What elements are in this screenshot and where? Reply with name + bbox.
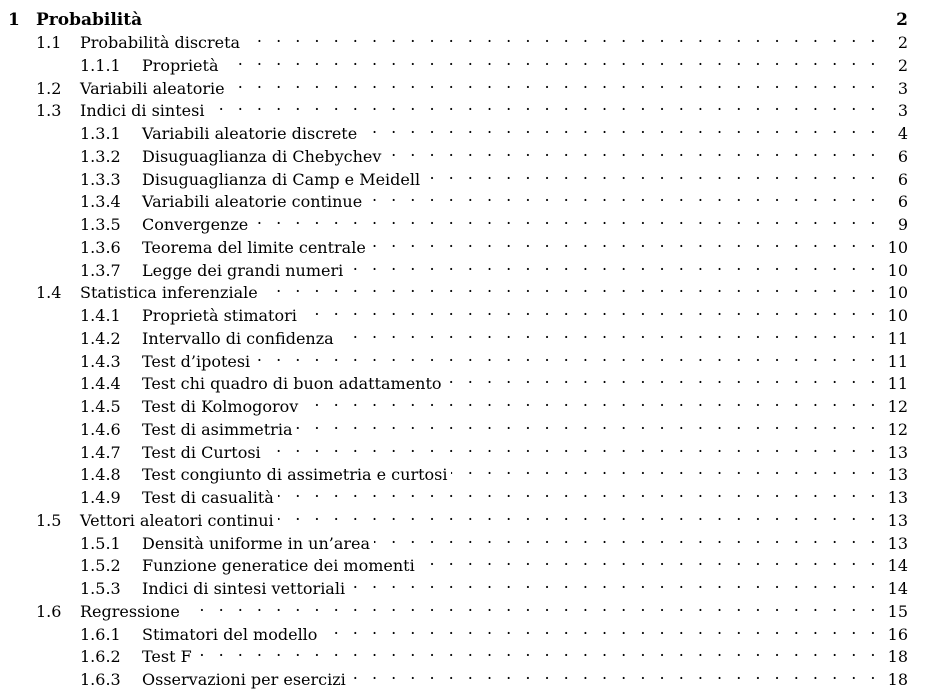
entry-number: 1.3.1 [80, 124, 121, 143]
dot-leader [265, 435, 880, 458]
entry-number: 1.4.3 [80, 352, 121, 371]
entry-page-number: 13 [880, 532, 908, 555]
toc-subsection-entry[interactable] [0, 571, 908, 598]
entry-title: Statistica inferenziale [80, 281, 262, 304]
entry-page-number: 14 [880, 577, 908, 600]
entry-page-number: 4 [880, 122, 908, 145]
toc-subsection-entry[interactable] [0, 412, 908, 439]
dot-leader [223, 48, 881, 71]
toc-subsection-entry[interactable] [0, 298, 908, 325]
entry-number: 1.3.3 [80, 170, 121, 189]
toc-subsection-entry[interactable] [0, 184, 908, 211]
entry-title: Disuguaglianza di Camp e Meidell [142, 168, 424, 191]
toc-subsection-entry[interactable] [0, 48, 908, 75]
entry-number: 1.6.1 [80, 625, 121, 644]
entry-page-number: 13 [880, 509, 908, 532]
toc-subsection-entry[interactable] [0, 639, 908, 666]
entry-number: 1.6.3 [80, 670, 121, 689]
entry-page-number: 13 [880, 441, 908, 464]
entry-page-number: 11 [880, 372, 908, 395]
toc-subsection-entry[interactable] [0, 662, 908, 689]
toc-section-entry[interactable] [0, 275, 908, 302]
entry-page-number: 10 [880, 236, 908, 259]
entry-page-number: 12 [880, 418, 908, 441]
dot-leader [252, 207, 880, 230]
entry-title: Stimatori del modello [142, 623, 321, 646]
entry-number: 1.3 [36, 101, 62, 120]
entry-title: Indici di sintesi vettoriali [142, 577, 349, 600]
entry-number: 1.4.4 [80, 374, 121, 393]
entry-title: Proprietà [142, 54, 223, 77]
entry-page-number: 6 [880, 190, 908, 213]
entry-title: Osservazioni per esercizi [142, 668, 350, 691]
dot-leader [350, 662, 880, 685]
dot-leader [301, 298, 880, 321]
dot-leader [208, 93, 880, 116]
entry-number: 1.5.2 [80, 556, 121, 575]
entry-title: Legge dei grandi numeri [142, 259, 347, 282]
dot-leader [419, 548, 880, 571]
entry-number: 1.3.2 [80, 147, 121, 166]
dot-leader [321, 617, 880, 640]
entry-page-number: 2 [880, 31, 908, 54]
toc-subsection-entry[interactable] [0, 457, 908, 484]
entry-title: Variabili aleatorie continue [142, 190, 366, 213]
dot-leader [296, 412, 880, 435]
dot-leader [424, 162, 880, 185]
toc-subsection-entry[interactable] [0, 435, 908, 462]
dot-leader [244, 25, 880, 48]
entry-title: Vettori aleatori continui [80, 509, 278, 532]
entry-number: 1.3.5 [80, 215, 121, 234]
entry-number: 1.1 [36, 33, 62, 52]
toc-subsection-entry[interactable] [0, 548, 908, 575]
dot-leader [446, 366, 880, 389]
chapter-number: 1 [8, 10, 20, 30]
chapter-title: Probabilità [36, 9, 146, 32]
entry-number: 1.4.5 [80, 397, 121, 416]
toc-subsection-entry[interactable] [0, 617, 908, 644]
entry-title: Test di asimmetria [142, 418, 296, 441]
entry-title: Indici di sintesi [80, 99, 208, 122]
dot-leader [361, 116, 880, 139]
dot-leader [338, 321, 880, 344]
dot-leader [347, 253, 880, 276]
entry-number: 1.5.3 [80, 579, 121, 598]
entry-title: Test di Kolmogorov [142, 395, 302, 418]
entry-title: Test di casualità [142, 486, 278, 509]
entry-page-number: 11 [880, 350, 908, 373]
entry-page-number: 2 [880, 54, 908, 77]
entry-number: 1.6 [36, 602, 62, 621]
entry-page-number: 3 [880, 99, 908, 122]
entry-page-number: 10 [880, 259, 908, 282]
entry-number: 1.4.8 [80, 465, 121, 484]
dot-leader [254, 344, 880, 367]
entry-page-number: 10 [880, 281, 908, 304]
toc-subsection-entry[interactable] [0, 366, 908, 393]
entry-title: Variabili aleatorie [80, 77, 229, 100]
entry-title: Densità uniforme in un’area [142, 532, 374, 555]
dot-leader [370, 230, 880, 253]
entry-page-number: 13 [880, 486, 908, 509]
entry-page-number: 6 [880, 168, 908, 191]
entry-title: Proprietà stimatori [142, 304, 301, 327]
entry-title: Teorema del limite centrale [142, 236, 370, 259]
entry-number: 1.2 [36, 79, 62, 98]
dot-leader [278, 503, 880, 526]
entry-title: Convergenze [142, 213, 252, 236]
entry-number: 1.6.2 [80, 647, 121, 666]
toc-subsection-entry[interactable] [0, 116, 908, 143]
entry-title: Intervallo di confidenza [142, 327, 338, 350]
toc-section-entry[interactable] [0, 503, 908, 530]
entry-page-number: 14 [880, 554, 908, 577]
toc-subsection-entry[interactable] [0, 321, 908, 348]
dot-leader [262, 275, 880, 298]
entry-number: 1.1.1 [80, 56, 121, 75]
entry-number: 1.4.1 [80, 306, 121, 325]
entry-title: Test di Curtosi [142, 441, 265, 464]
entry-page-number: 16 [880, 623, 908, 646]
toc-subsection-entry[interactable] [0, 526, 908, 553]
toc-section-entry[interactable] [0, 594, 908, 621]
entry-page-number: 9 [880, 213, 908, 236]
entry-number: 1.4 [36, 283, 62, 302]
entry-title: Funzione generatice dei momenti [142, 554, 419, 577]
dot-leader [302, 389, 880, 412]
entry-title: Test congiunto di assimetria e curtosi [142, 463, 451, 486]
entry-title: Test chi quadro di buon adattamento [142, 372, 446, 395]
entry-title: Variabili aleatorie discrete [142, 122, 361, 145]
toc-section-entry[interactable] [0, 25, 908, 52]
dot-leader [184, 594, 880, 617]
toc-subsection-entry[interactable] [0, 207, 908, 234]
entry-number: 1.4.9 [80, 488, 121, 507]
entry-page-number: 13 [880, 463, 908, 486]
entry-number: 1.5 [36, 511, 62, 530]
entry-page-number: 11 [880, 327, 908, 350]
entry-number: 1.3.7 [80, 261, 121, 280]
toc-subsection-entry[interactable] [0, 389, 908, 416]
entry-number: 1.4.2 [80, 329, 121, 348]
dot-leader [385, 139, 880, 162]
toc-section-entry[interactable] [0, 93, 908, 120]
entry-title: Test F [142, 645, 196, 668]
dot-leader [366, 184, 880, 207]
entry-page-number: 18 [880, 668, 908, 691]
entry-number: 1.3.6 [80, 238, 121, 257]
entry-title: Test d’ipotesi [142, 350, 254, 373]
entry-page-number: 6 [880, 145, 908, 168]
toc-chapter-entry[interactable] [0, 2, 908, 30]
dot-leader [196, 639, 880, 662]
entry-page-number: 10 [880, 304, 908, 327]
entry-number: 1.5.1 [80, 534, 121, 553]
entry-title: Regressione [80, 600, 184, 623]
entry-title: Probabilità discreta [80, 31, 244, 54]
entry-page-number: 12 [880, 395, 908, 418]
entry-page-number: 15 [880, 600, 908, 623]
dot-leader [278, 480, 880, 503]
entry-page-number: 3 [880, 77, 908, 100]
toc-subsection-entry[interactable] [0, 162, 908, 189]
dot-leader [349, 571, 880, 594]
entry-number: 1.4.6 [80, 420, 121, 439]
toc-subsection-entry[interactable] [0, 253, 908, 280]
entry-number: 1.3.4 [80, 192, 121, 211]
dot-leader [374, 526, 880, 549]
toc-section-entry[interactable] [0, 71, 908, 98]
toc-subsection-entry[interactable] [0, 139, 908, 166]
toc-subsection-entry[interactable] [0, 480, 908, 507]
toc-subsection-entry[interactable] [0, 230, 908, 257]
chapter-page-number: 2 [880, 9, 908, 32]
dot-leader [229, 71, 880, 94]
toc-subsection-entry[interactable] [0, 344, 908, 371]
entry-number: 1.4.7 [80, 443, 121, 462]
entry-title: Disuguaglianza di Chebychev [142, 145, 385, 168]
dot-leader [451, 457, 880, 480]
entry-page-number: 18 [880, 645, 908, 668]
